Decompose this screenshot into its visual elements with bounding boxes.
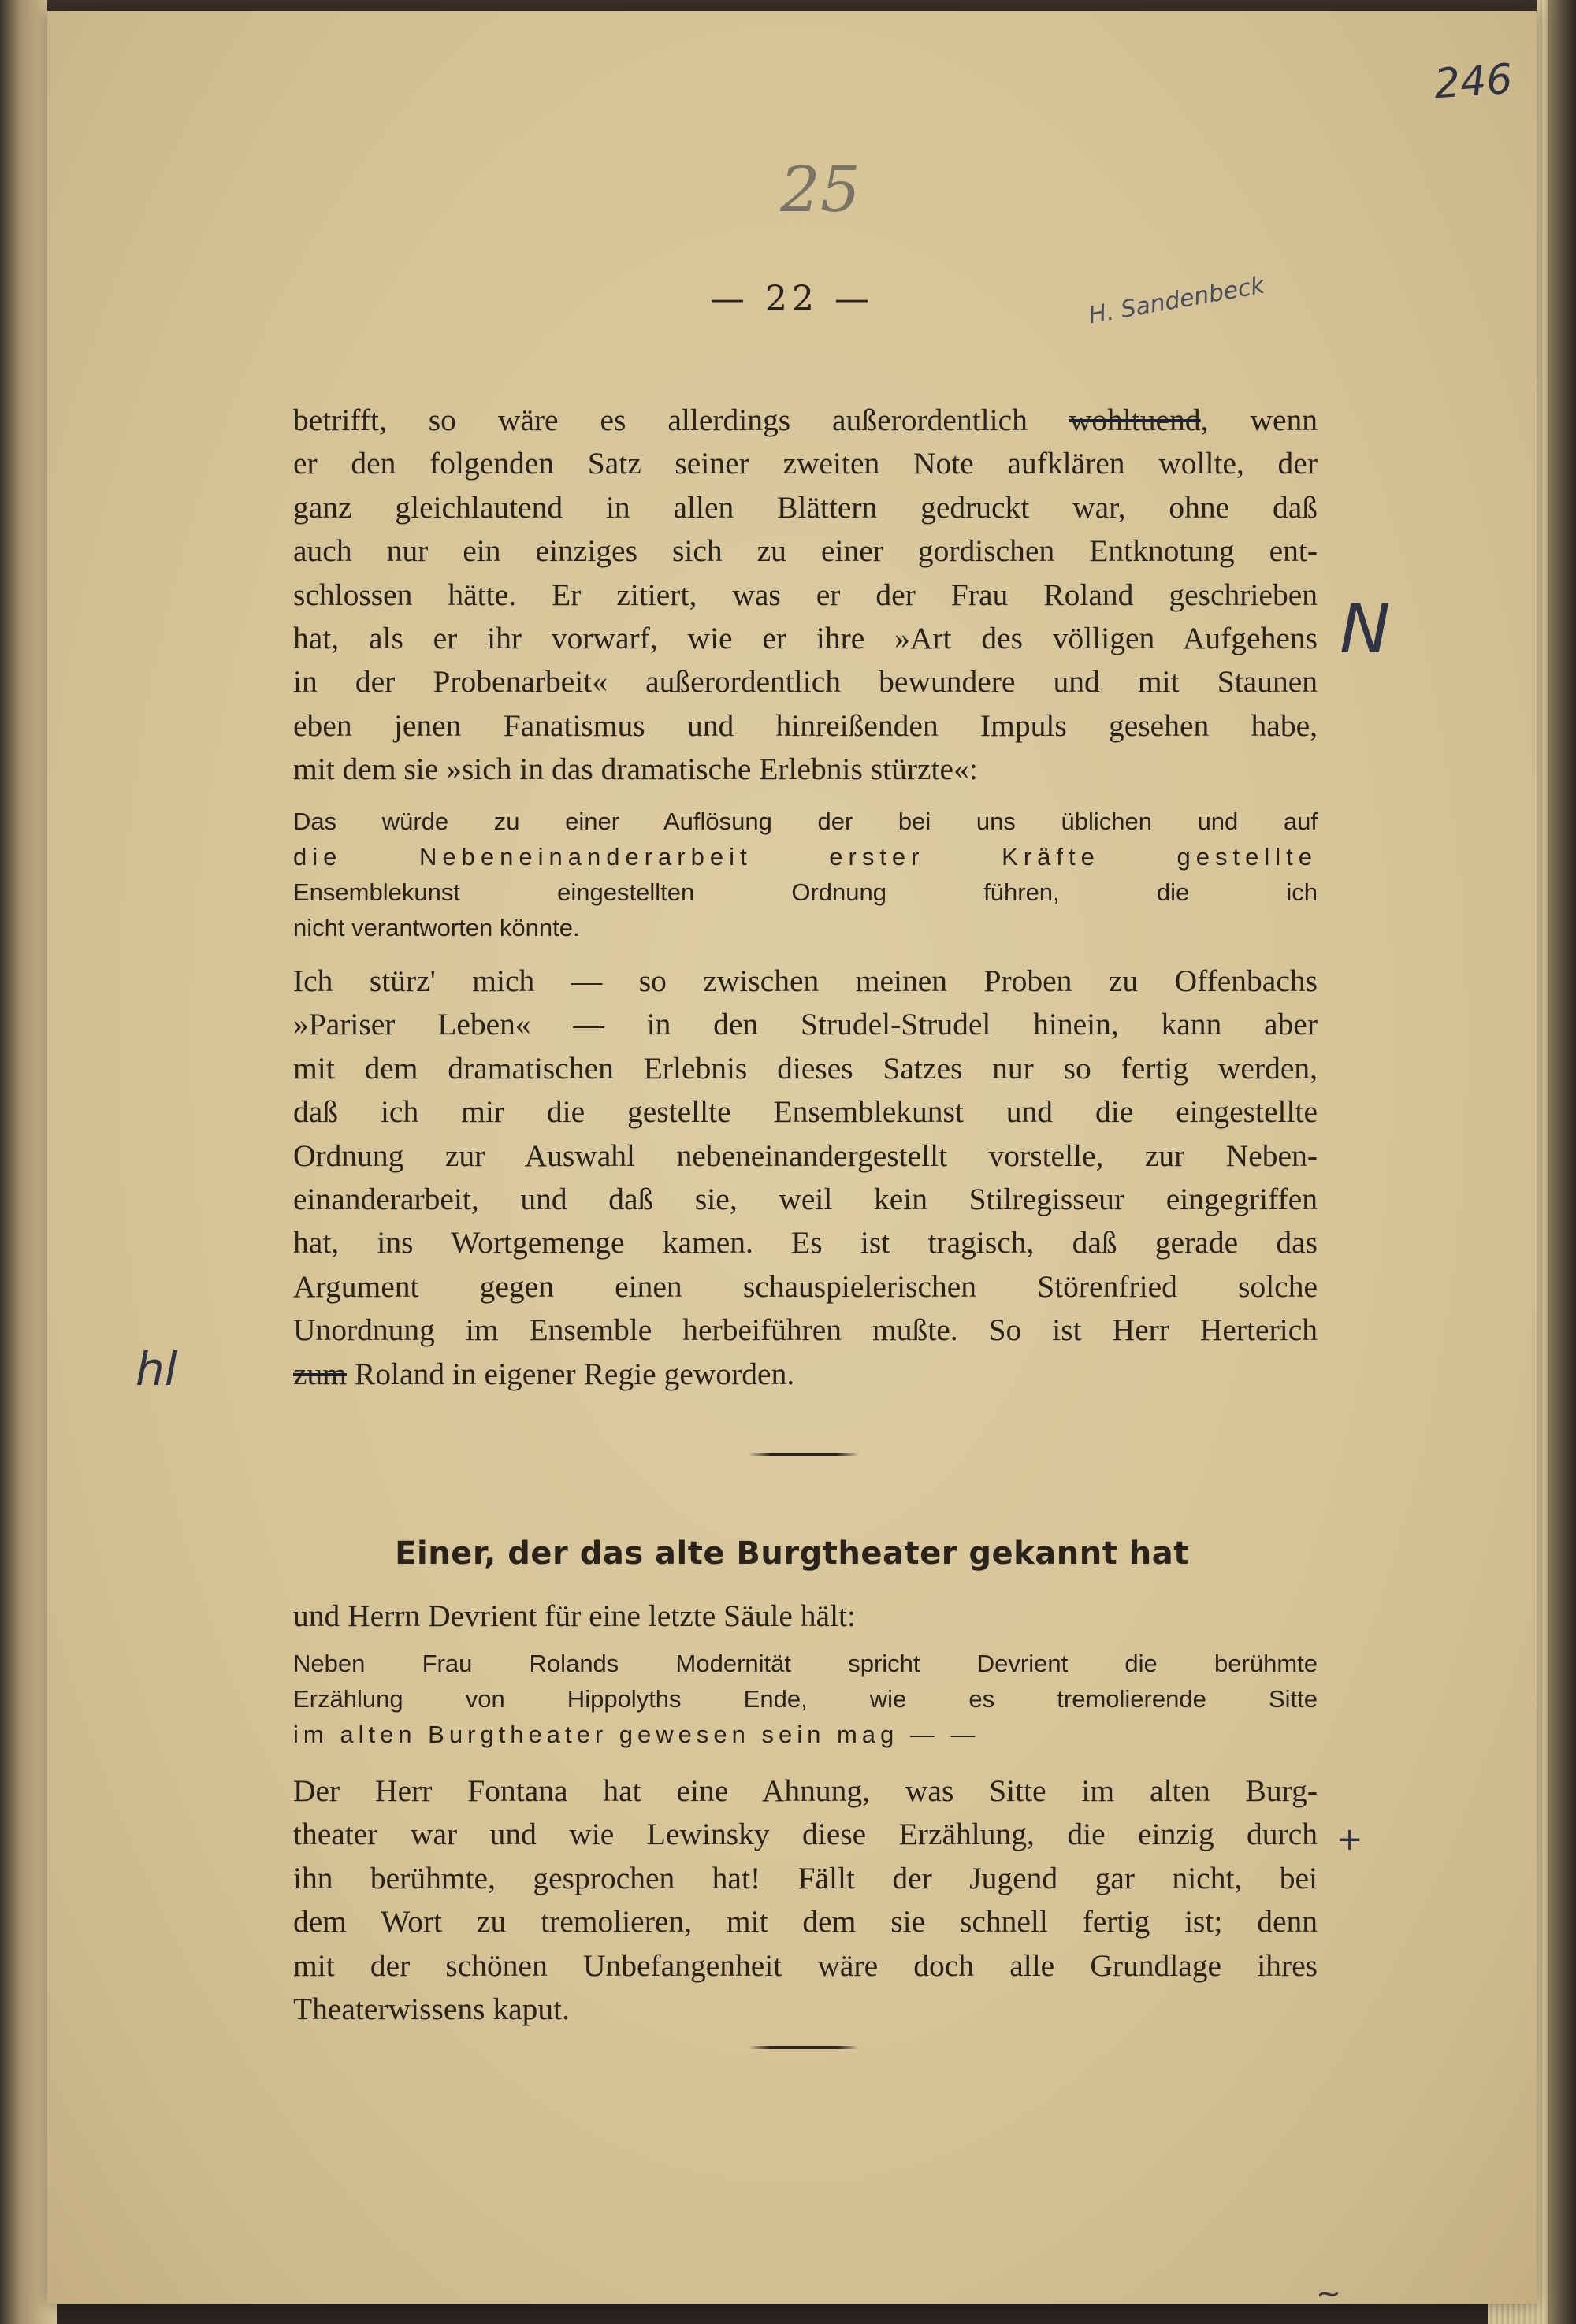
text-line: Ordnung zur Auswahl nebeneinandergestellt vorstelle, zur Neben- (293, 1138, 1318, 1173)
margin-mark-n: N (1340, 590, 1391, 669)
quote-line: im alten Burgtheater gewesen sein mag — — (293, 1721, 980, 1748)
section-divider (749, 1453, 859, 1456)
end-divider (749, 2046, 859, 2049)
text-line: Argument gegen einen schauspielerischen Störenfried solche (293, 1268, 1318, 1304)
text-line: mit der schönen Unbefangenheit wäre doch alle Grundlage ihres (293, 1947, 1318, 1983)
text-line: Ich stürz' mich — so zwischen meinen Proben zu Offenbachs (293, 963, 1318, 998)
paragraph-1 (293, 399, 1318, 792)
folio-handwritten: 246 (1433, 55, 1515, 109)
text-line: daß ich mir die gestellte Ensemblekunst und die eingestellte (293, 1094, 1318, 1130)
book-page (47, 11, 1537, 2311)
text-line: Unordnung im Ensemble herbeiführen mußte. So ist Herr Herterich (293, 1312, 1318, 1348)
margin-mark-plus: + (1336, 1821, 1363, 1858)
section-heading: Einer, der das alte Burgtheater gekannt hat (395, 1535, 1189, 1572)
struck-word: zum (293, 1356, 348, 1391)
quote-line: Das würde zu einer Auflösung der bei uns üblichen und auf (293, 807, 1318, 835)
pencil-page-number: 25 (780, 153, 860, 226)
text-line: und Herrn Devrient für eine letzte Säule hält: (293, 1598, 857, 1633)
text-line: theater war und wie Lewinsky diese Erzählung, die einzig durch (293, 1817, 1318, 1852)
quote-line: nicht verantworten könnte. (293, 914, 580, 941)
quote-1 (293, 804, 1318, 945)
paragraph-2 (293, 960, 1318, 1396)
quote-line: Erzählung von Hippolyths Ende, wie es tremolierende Sitte (293, 1685, 1318, 1713)
quote-line: Neben Frau Rolands Modernität spricht Devrient die berühmte (293, 1650, 1318, 1677)
top-shadow (47, 0, 1537, 11)
text-line: in der Probenarbeit« außerordentlich bewundere und mit Staunen (293, 664, 1318, 700)
margin-mark-hl: hl (136, 1342, 177, 1396)
text-line: schlossen hätte. Er zitiert, was er der Frau Roland geschrieben (293, 577, 1318, 612)
quote-line: die Nebeneinanderarbeit erster Kräfte gestellte (293, 843, 1318, 871)
text-line: ganz gleichlautend in allen Blättern gedruckt war, ohne daß (293, 489, 1318, 525)
text-line: mit dem dramatischen Erlebnis dieses Satzes nur so fertig werden, (293, 1050, 1318, 1086)
text-line: einanderarbeit, und daß sie, weil kein Stilregisseur eingegriffen (293, 1181, 1318, 1216)
quote-line: Ensemblekunst eingestellten Ordnung führen, die ich (293, 878, 1318, 906)
text-line: Theaterwissens kaput. (293, 1991, 571, 2026)
quote-2 (293, 1646, 1318, 1752)
text-line: ihn berühmte, gesprochen hat! Fällt der Jugend gar nicht, bei (293, 1860, 1318, 1895)
margin-mark-bottom: ~ (1316, 2276, 1341, 2311)
margin-note-top: H. Sandenbeck (1086, 271, 1267, 330)
text-line: mit dem sie »sich in das dramatische Erlebnis stürzte«: (293, 752, 978, 787)
text-line: Der Herr Fontana hat eine Ahnung, was Sitte im alten Burg- (293, 1773, 1318, 1808)
paragraph-3 (293, 1769, 1318, 2031)
text-line: eben jenen Fanatismus und hinreißenden Impuls gesehen habe, (293, 707, 1318, 743)
book-cover-edge (1548, 0, 1576, 2324)
struck-word: wohltuend (1069, 403, 1201, 437)
page-number: — 22 — (710, 279, 874, 319)
subheading (293, 1595, 1318, 1638)
text-line: zum Roland in eigener Regie geworden. (293, 1356, 795, 1391)
text-line: betrifft, so wäre es allerdings außerordentlich wohltuend, wenn (293, 403, 1318, 437)
text-line: auch nur ein einziges sich zu einer gordischen Entknotung ent- (293, 533, 1318, 569)
text-line: hat, ins Wortgemenge kamen. Es ist tragisch, daß gerade das (293, 1225, 1318, 1260)
text-line: »Pariser Leben« — in den Strudel-Strudel hinein, kann aber (293, 1007, 1318, 1042)
text-line: hat, als er ihr vorwarf, wie er ihre »Art des völligen Aufgehens (293, 620, 1318, 655)
text-line: er den folgenden Satz seiner zweiten Note aufklären wollte, der (293, 446, 1318, 481)
text-line: dem Wort zu tremolieren, mit dem sie schnell fertig ist; denn (293, 1904, 1318, 1940)
